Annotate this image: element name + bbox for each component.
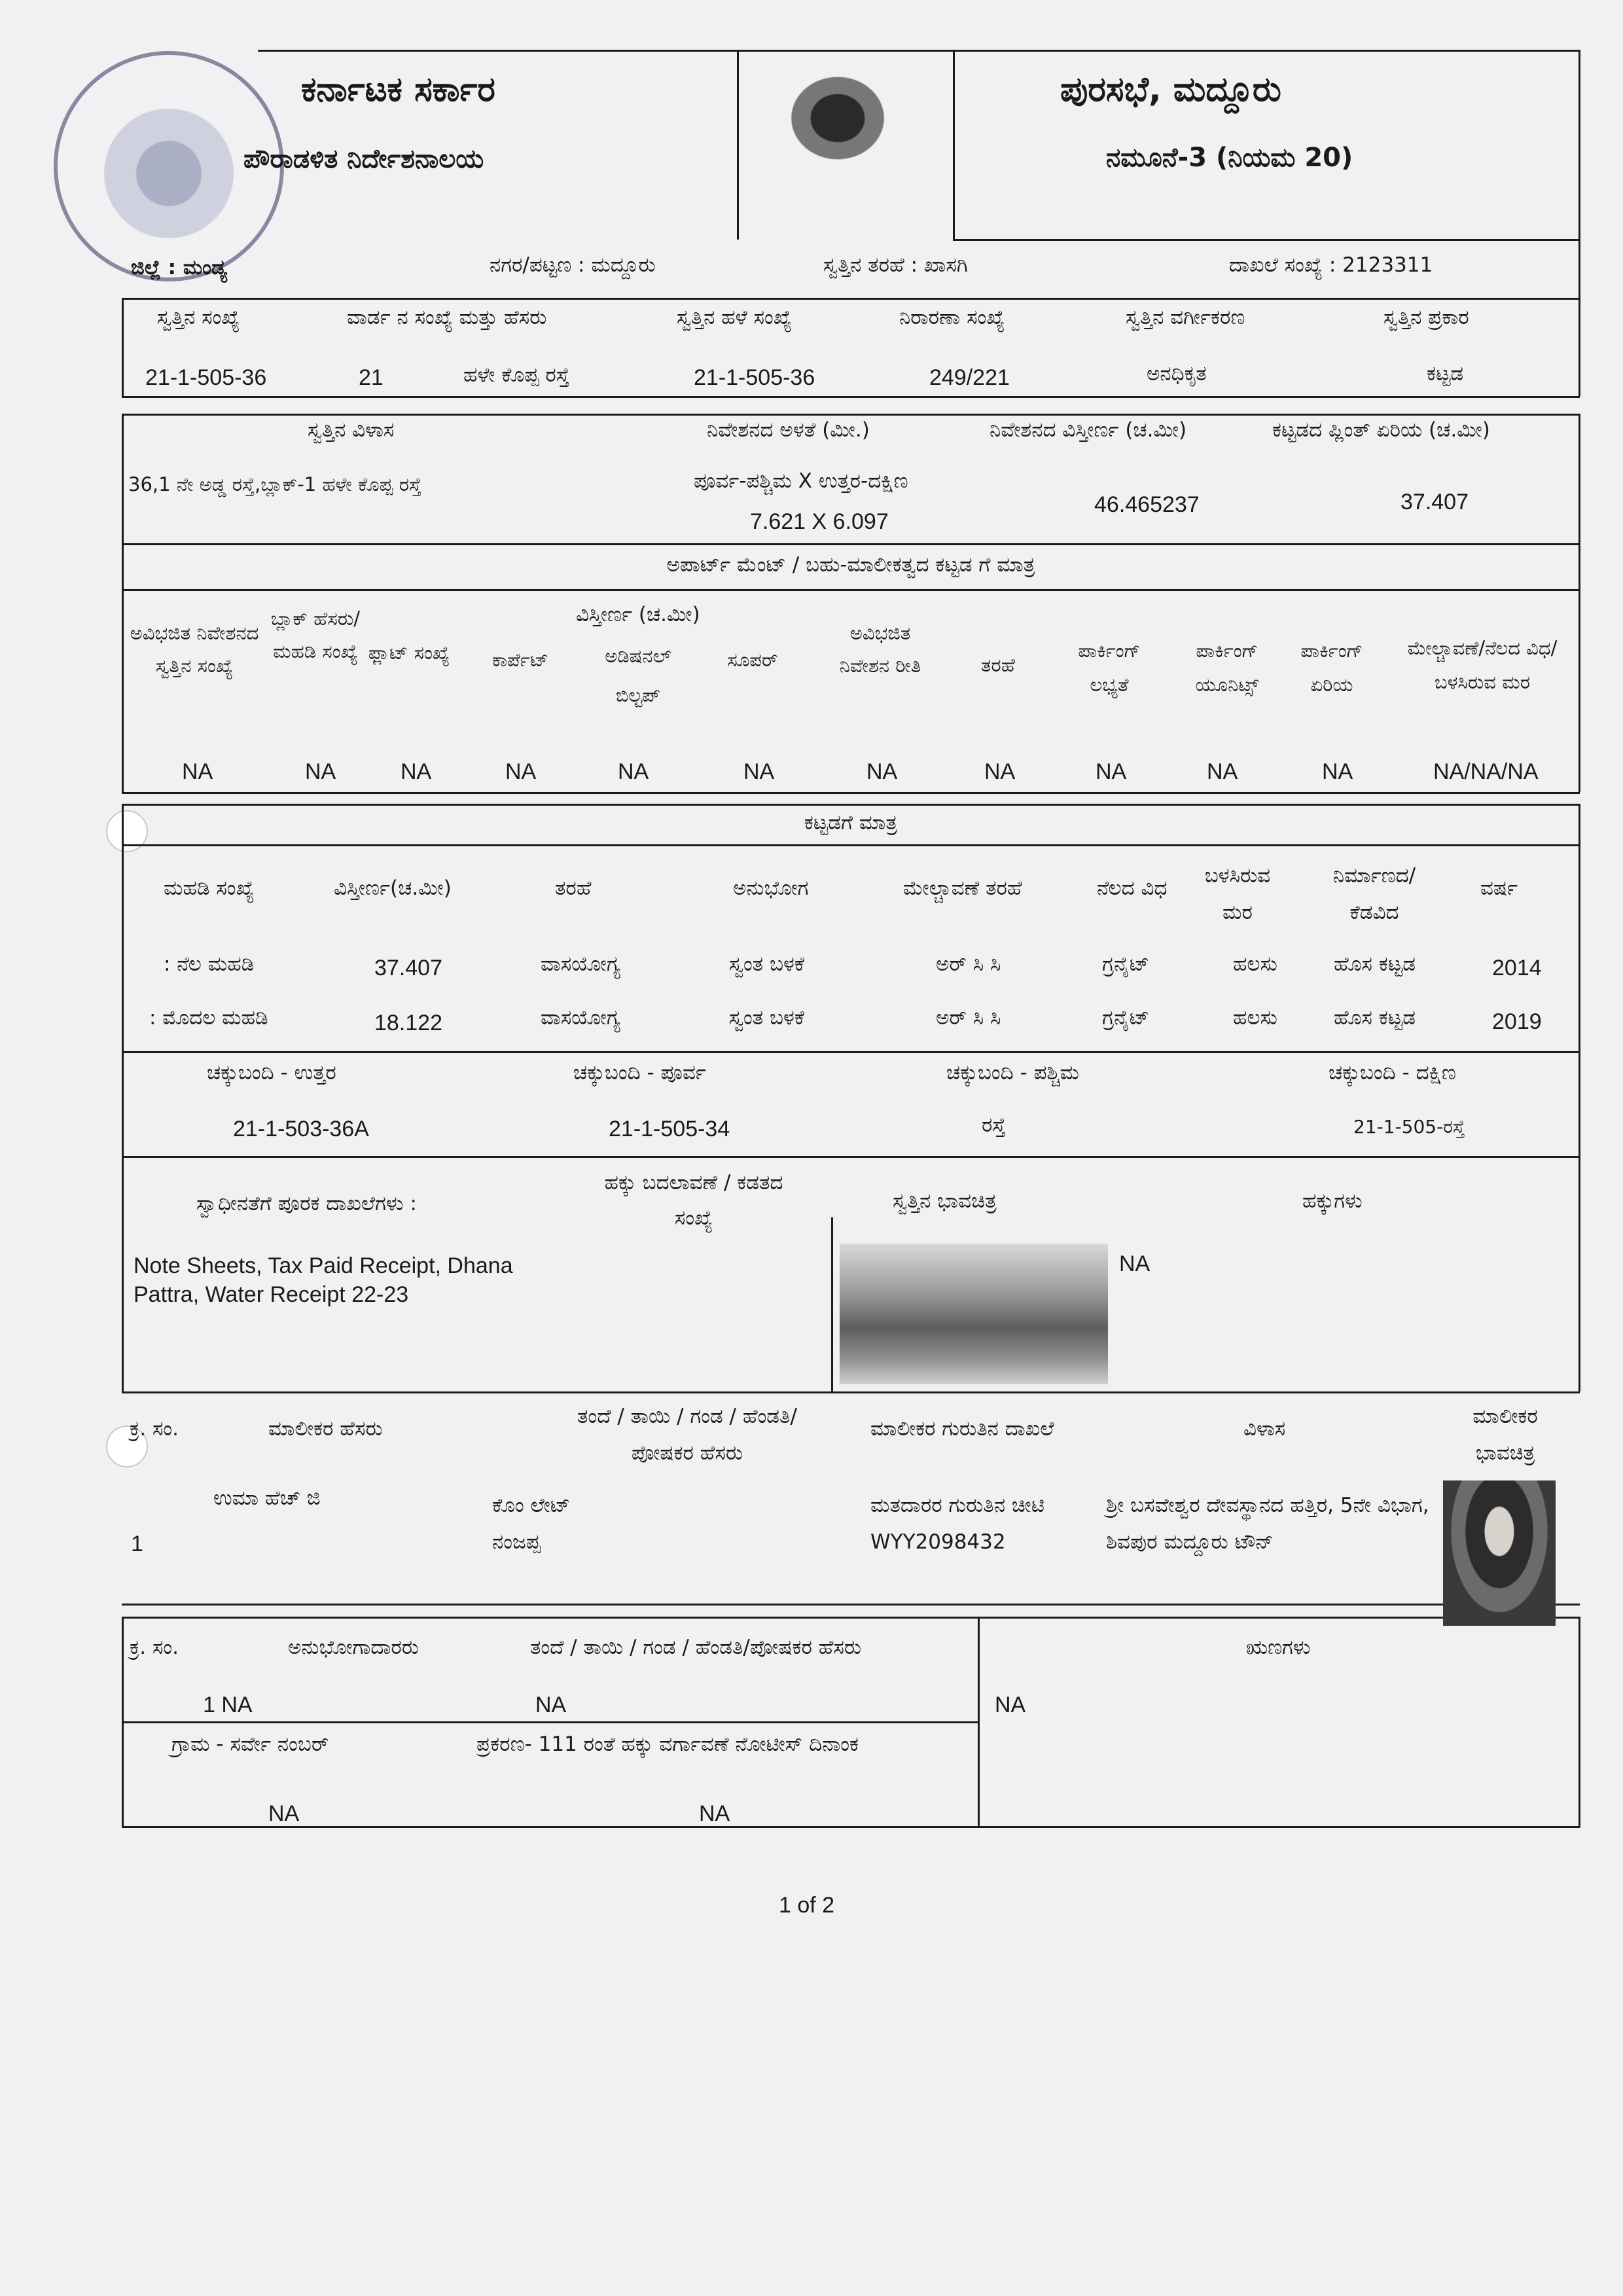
notice-date-value: NA (699, 1801, 730, 1826)
address-label: ಸ್ವತ್ತಿನ ವಿಳಾಸ (308, 418, 395, 442)
entry-number: ದಾಖಲೆ ಸಂಖ್ಯೆ : 2123311 (1229, 253, 1433, 277)
ward-name: ಹಳೇ ಕೊಪ್ಪ ರಸ್ತೆ (463, 363, 570, 387)
apartment-value: NA (1207, 759, 1238, 784)
apartment-header: ತರಹೆ (981, 654, 1015, 676)
apartment-value: NA (305, 759, 336, 784)
dimensions-label: ನಿವೇಶನದ ಅಳತೆ (ಮೀ.) (707, 418, 870, 442)
boundary-south: 21-1-505-ರಸ್ತೆ (1353, 1116, 1465, 1138)
owner-header: ತಂದೆ / ತಾಯಿ / ಗಂಡ / ಹೆಂಡತಿ/ಪೋಷಕರ ಹೆಸರು (577, 1405, 797, 1465)
address-value: 36,1 ನೇ ಅಡ್ಡ ರಸ್ತೆ,ಬ್ಲಾಕ್-1 ಹಳೇ ಕೊಪ್ಪ ರಸ್ತೆ (128, 473, 422, 495)
apartment-header: ಅಡಿಷನಲ್ ಬಿಲ್ಟಪ್ (605, 645, 671, 706)
owner-name: ಉಮಾ ಹೆಚ್ ಜಿ (213, 1486, 321, 1510)
survey-header: ಗ್ರಾಮ - ಸರ್ವೇ ನಂಬರ್ (171, 1732, 329, 1756)
floor-year: 2019 (1492, 1009, 1542, 1034)
floor-wood: ಹಲಸು (1233, 1006, 1277, 1030)
floor-year: 2014 (1492, 956, 1542, 980)
floor-area: 37.407 (374, 956, 442, 980)
district-label: ಜಿಲ್ಲೆ : ಮಂಡ್ಯ (131, 256, 228, 279)
apartment-value: NA (866, 759, 898, 784)
occupant-header: ತಂದೆ / ತಾಯಿ / ಗಂಡ / ಹೆಂಡತಿ/ಪೋಷಕರ ಹೆಸರು (530, 1636, 862, 1659)
apartment-header: ಪಾರ್ಕಿಂಗ್ ಲಭ್ಯತೆ (1078, 639, 1141, 696)
apartment-value: NA (401, 759, 432, 784)
floor-flooring: ಗ್ರನೈಟ್ (1102, 952, 1150, 976)
property-header: ಸ್ವತ್ತಿನ ಪ್ರಕಾರ (1383, 306, 1469, 329)
apartment-header: ಪಾರ್ಕಿಂಗ್ ಯೂನಿಟ್ಸ್ (1195, 639, 1259, 696)
floor-construction: ಹೊಸ ಕಟ್ಟಡ (1334, 1006, 1416, 1030)
govt-title: ಕರ್ನಾಟಕ ಸರ್ಕಾರ (301, 70, 495, 109)
apartment-header: ಸೂಪರ್ (727, 649, 778, 671)
dimensions-value: 7.621 X 6.097 (750, 509, 889, 534)
survey-value: NA (268, 1801, 300, 1826)
floor-name: : ನೆಲ ಮಹಡಿ (164, 952, 255, 976)
apartment-header: ಪಾರ್ಕಿಂಗ್ ಏರಿಯ (1300, 639, 1363, 696)
apartment-value: NA/NA/NA (1433, 759, 1539, 784)
owner-header: ಮಾಲೀಕರ ಭಾವಚಿತ್ರ (1472, 1405, 1538, 1465)
ward-number: 21 (359, 365, 383, 390)
form-title: ನಮೂನೆ-3 (ನಿಯಮ 20) (1106, 143, 1353, 173)
boundary-header: ಚಕ್ಕುಬಂದಿ - ಉತ್ತರ (207, 1061, 336, 1085)
apartment-header: ಅವಿಭಜಿತ ನಿವೇಶನದ ಸ್ವತ್ತಿನ ಸಂಖ್ಯೆ (130, 622, 259, 677)
floor-roof: ಅರ್ ಸಿ ಸಿ (936, 952, 1001, 976)
owner-header: ಕ್ರ. ಸಂ. (130, 1417, 179, 1441)
occupant-header: ಕ್ರ. ಸಂ. (130, 1636, 179, 1659)
rights-change-label: ಹಕ್ಕು ಬದಲಾವಣೆ / ಕಡತದ ಸಂಖ್ಯೆ (604, 1171, 783, 1230)
apartment-value: NA (505, 759, 537, 784)
building-header: ವರ್ಷ (1480, 876, 1518, 900)
liabilities-value: NA (995, 1693, 1026, 1717)
occupant-value: 1 NA (203, 1693, 253, 1717)
apartment-value: NA (743, 759, 775, 784)
building-section-title: ಕಟ್ಟಡಗೆ ಮಾತ್ರ (804, 811, 898, 834)
floor-kind: ವಾಸಯೋಗ್ಯ (541, 952, 620, 976)
boundary-header: ಚಕ್ಕುಬಂದಿ - ದಕ್ಷಿಣ (1329, 1061, 1456, 1085)
owner-photo (1443, 1480, 1556, 1626)
apartment-section-title: ಅಪಾರ್ಟ್ ಮೆಂಟ್ / ಬಹು-ಮಾಲೀಕತ್ವದ ಕಟ್ಟಡ ಗೆ ಮಾತ್ರ (666, 553, 1035, 577)
owner-header: ವಿಳಾಸ (1243, 1417, 1286, 1441)
liabilities-header: ಋಣಗಳು (1246, 1636, 1311, 1659)
building-header: ನೆಲದ ವಿಧ (1097, 876, 1168, 900)
survey-header: ಪ್ರಕರಣ- 111 ರಂತೆ ಹಕ್ಕು ವರ್ಗಾವಣೆ ನೋಟೀಸ್ ದಿನಾಂಕ (476, 1732, 859, 1756)
building-header: ತರಹೆ (555, 876, 592, 900)
building-header: ಅನುಭೋಗ (733, 876, 809, 900)
apartment-value: NA (1322, 759, 1353, 784)
owner-serial: 1 (131, 1532, 143, 1556)
boundary-header: ಚಕ್ಕುಬಂದಿ - ಪೂರ್ವ (573, 1061, 706, 1085)
owner-header: ಮಾಲೀಕರ ಗುರುತಿನ ದಾಖಲೆ (870, 1417, 1054, 1441)
apartment-header: ಅವಿಭಜಿತ ನಿವೇಶನ ರೀತಿ (839, 622, 921, 677)
floor-wood: ಹಲಸು (1233, 952, 1277, 976)
state-emblem (753, 56, 923, 194)
municipality-title: ಪುರಸಭೆ, ಮದ್ದೂರು (1060, 70, 1281, 109)
building-header: ಮೇಲ್ಚಾವಣೆ ತರಹೆ (903, 876, 1022, 900)
owner-relation: ಕೊಂ ಲೇಟ್ ನಂಜಪ್ಪ (492, 1494, 571, 1554)
property-header: ಸ್ವತ್ತಿನ ಹಳೆ ಸಂಖ್ಯೆ (677, 306, 792, 329)
site-area-label: ನಿವೇಶನದ ವಿಸ್ತೀರ್ಣ (ಚ.ಮೀ) (990, 418, 1187, 442)
classification-value: ಅನಧಿಕೃತ (1147, 362, 1207, 386)
site-area-value: 46.465237 (1094, 492, 1200, 517)
apartment-header: ಬ್ಲಾಕ್ ಹೆಸರು/ ಮಹಡಿ ಸಂಖ್ಯೆ (270, 607, 361, 662)
rights-value: NA (1119, 1251, 1150, 1276)
boundary-west: ರಸ್ತೆ (982, 1113, 1006, 1137)
reference-number: 249/221 (929, 365, 1010, 390)
apartment-header: ಫ್ಲಾಟ್ ಸಂಖ್ಯೆ (368, 641, 450, 664)
floor-area: 18.122 (374, 1011, 442, 1035)
property-number: 21-1-505-36 (145, 365, 267, 390)
property-type-value: ಕಟ್ಟಡ (1427, 362, 1464, 386)
property-photo-label: ಸ್ವತ್ತಿನ ಭಾವಚಿತ್ರ (893, 1189, 997, 1213)
floor-usage: ಸ್ವಂತ ಬಳಕೆ (729, 1006, 805, 1030)
floor-flooring: ಗ್ರನೈಟ್ (1102, 1006, 1150, 1030)
occupant-header: ಅನುಭೋಗಾದಾರರು (288, 1636, 419, 1659)
owner-header: ಮಾಲೀಕರ ಹೆಸರು (268, 1417, 383, 1441)
support-docs-label: ಸ್ವಾಧೀನತೆಗೆ ಪೂರಕ ದಾಖಲೆಗಳು : (196, 1192, 417, 1215)
property-header: ಸ್ವತ್ತಿನ ಸಂಖ್ಯೆ (157, 306, 240, 329)
property-header: ನಿರಾರಣಾ ಸಂಖ್ಯೆ (899, 306, 1005, 329)
occupant-parent-value: NA (535, 1693, 567, 1717)
owner-address: ಶ್ರೀ ಬಸವೇಶ್ವರ ದೇವಸ್ಥಾನದ ಹತ್ತಿರ, 5ನೇ ವಿಭಾಗ, ಶಿವಪುರ ಮದ್ದೂರು ಟೌನ್ (1106, 1494, 1429, 1554)
floor-construction: ಹೊಸ ಕಟ್ಟಡ (1334, 952, 1416, 976)
support-docs-value: Note Sheets, Tax Paid Receipt, Dhana Pattra, Water Receipt 22-23 (134, 1253, 513, 1307)
building-header: ವಿಸ್ತೀರ್ಣ(ಚ.ಮೀ) (334, 876, 452, 900)
property-photo (840, 1244, 1108, 1384)
owner-id-doc: ಮತದಾರರ ಗುರುತಿನ ಚೀಟಿ WYY2098432 (870, 1494, 1044, 1554)
boundary-east: 21-1-505-34 (609, 1117, 730, 1141)
property-kind-label: ಸ್ವತ್ತಿನ ತರಹೆ : ಖಾಸಗಿ (823, 253, 968, 277)
directorate-title: ಪೌರಾಡಳಿತ ನಿರ್ದೇಶನಾಲಯ (243, 144, 484, 174)
floor-name: : ಮೊದಲ ಮಹಡಿ (149, 1006, 268, 1030)
property-header: ಸ್ವತ್ತಿನ ವರ್ಗೀಕರಣ (1126, 306, 1245, 329)
property-header: ವಾರ್ಡ ನ ಸಂಖ್ಯೆ ಮತ್ತು ಹೆಸರು (347, 306, 547, 329)
old-property-number: 21-1-505-36 (694, 365, 815, 390)
plinth-area-label: ಕಟ್ಟಡದ ಪ್ಲಿಂತ್ ಏರಿಯ (ಚ.ಮೀ) (1272, 418, 1490, 442)
dimensions-direction: ಪೂರ್ವ-ಪಶ್ಚಿಮ X ಉತ್ತರ-ದಕ್ಷಿಣ (694, 469, 908, 493)
page-number: 1 of 2 (779, 1893, 835, 1918)
boundary-north: 21-1-503-36A (233, 1117, 369, 1141)
apartment-area-group: ವಿಸ್ತೀರ್ಣ (ಚ.ಮೀ) (576, 603, 700, 626)
building-header: ನಿರ್ಮಾಣದ/ ಕೆಡವಿದ (1332, 864, 1416, 924)
apartment-header: ಮೇಲ್ಚಾವಣೆ/ನೆಲದ ವಿಧ/ಬಳಸಿರುವ ಮರ (1407, 637, 1558, 693)
floor-usage: ಸ್ವಂತ ಬಳಕೆ (729, 952, 805, 976)
plinth-area-value: 37.407 (1400, 490, 1469, 514)
rights-label: ಹಕ್ಕುಗಳು (1302, 1189, 1363, 1213)
apartment-value: NA (618, 759, 649, 784)
apartment-value: NA (1096, 759, 1127, 784)
town-label: ನಗರ/ಪಟ್ಟಣ : ಮದ್ದೂರು (490, 253, 656, 277)
floor-kind: ವಾಸಯೋಗ್ಯ (541, 1006, 620, 1030)
floor-roof: ಅರ್ ಸಿ ಸಿ (936, 1006, 1001, 1030)
building-header: ಮಹಡಿ ಸಂಖ್ಯೆ (164, 876, 255, 900)
apartment-value: NA (984, 759, 1016, 784)
apartment-value: NA (182, 759, 213, 784)
boundary-header: ಚಕ್ಕುಬಂದಿ - ಪಶ್ಚಿಮ (946, 1061, 1079, 1085)
apartment-header: ಕಾರ್ಪೆಟ್ (491, 649, 549, 671)
building-header: ಬಳಸಿರುವ ಮರ (1204, 864, 1271, 924)
